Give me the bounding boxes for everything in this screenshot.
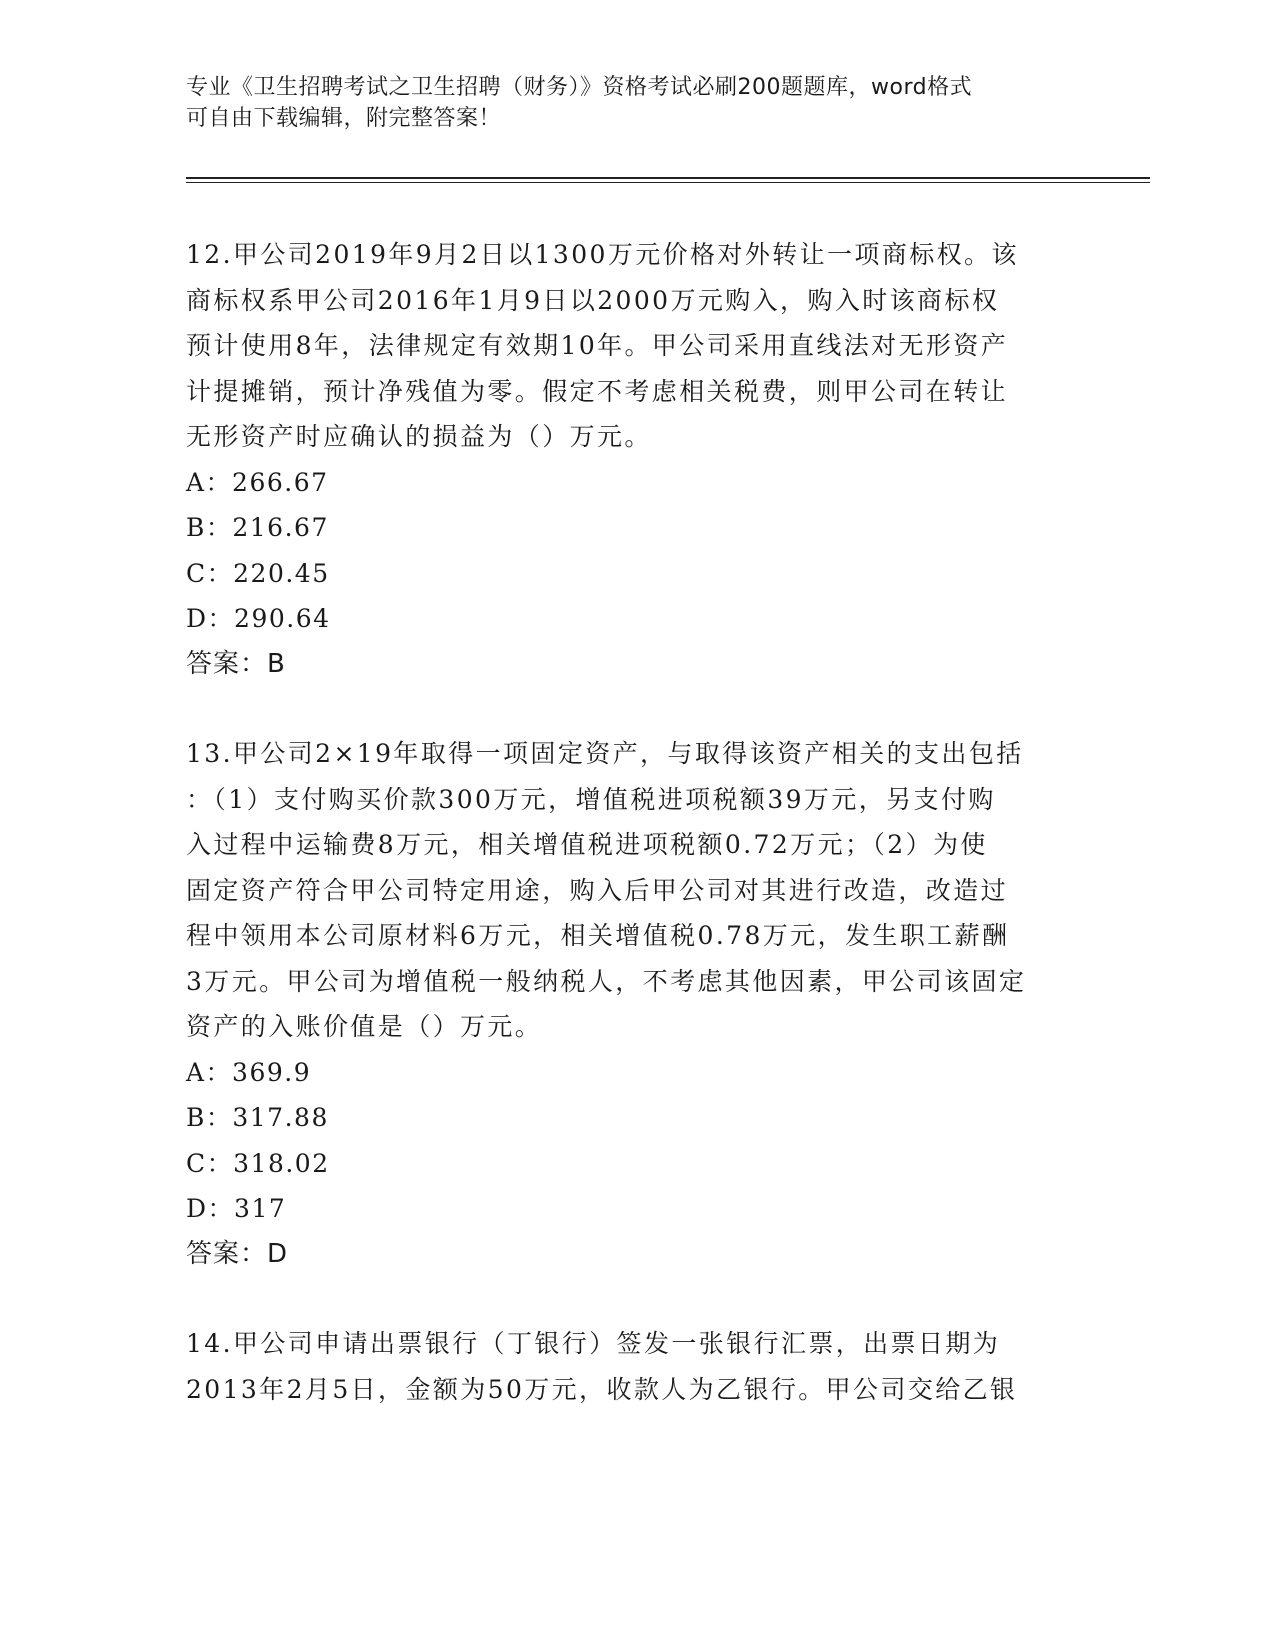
question-line: 13.甲公司2×19年取得一项固定资产，与取得该资产相关的支出包括	[186, 739, 1024, 768]
option-b: B：216.67	[186, 513, 329, 542]
question-13	[186, 731, 1086, 1277]
question-line: 资产的入账价值是（）万元。	[186, 1012, 543, 1041]
option-c: C：220.45	[186, 558, 330, 588]
option-c: C：318.02	[186, 1148, 330, 1178]
header-line-2: 可自由下载编辑，附完整答案！	[186, 106, 502, 131]
question-line: 预计使用8年，法律规定有效期10年。甲公司采用直线法对无形资产	[186, 331, 1009, 360]
question-line: 无形资产时应确认的损益为（）万元。	[186, 422, 652, 451]
question-list	[186, 232, 1086, 1456]
document-header	[186, 72, 1066, 134]
question-14	[186, 1321, 1086, 1412]
question-line: ：（1）支付购买价款300万元，增值税进项税额39万元，另支付购	[186, 784, 996, 814]
question-line: 14.甲公司申请出票银行（丁银行）签发一张银行汇票，出票日期为	[186, 1329, 1001, 1358]
answer: 答案：B	[186, 648, 286, 679]
question-line: 程中领用本公司原材料6万元，相关增值税0.78万元，发生职工薪酬	[186, 921, 1010, 950]
header-divider-thin	[186, 182, 1150, 183]
option-b: B：317.88	[186, 1103, 329, 1132]
option-a: A：369.9	[186, 1057, 312, 1087]
question-line: 商标权系甲公司2016年1月9日以2000万元购入，购入时该商标权	[186, 285, 1000, 315]
question-line: 计提摊销，预计净残值为零。假定不考虑相关税费，则甲公司在转让	[186, 376, 1009, 406]
question-12	[186, 232, 1086, 687]
header-line-1: 专业《卫生招聘考试之卫生招聘（财务）》资格考试必刷200题题库，word格式	[186, 75, 973, 100]
question-line: 2013年2月5日，金额为50万元，收款人为乙银行。甲公司交给乙银	[186, 1374, 1018, 1404]
answer: 答案：D	[186, 1238, 289, 1269]
option-a: A：266.67	[186, 467, 329, 497]
option-d: D：290.64	[186, 604, 331, 633]
header-divider-thick	[186, 177, 1150, 179]
option-d: D：317	[186, 1194, 287, 1223]
question-line: 12.甲公司2019年9月2日以1300万元价格对外转让一项商标权。该	[186, 240, 1019, 269]
question-line: 入过程中运输费8万元，相关增值税进项税额0.72万元；（2）为使	[186, 830, 988, 859]
question-line: 固定资产符合甲公司特定用途，购入后甲公司对其进行改造，改造过	[186, 875, 1009, 905]
question-line: 3万元。甲公司为增值税一般纳税人，不考虑其他因素，甲公司该固定	[186, 966, 1027, 996]
